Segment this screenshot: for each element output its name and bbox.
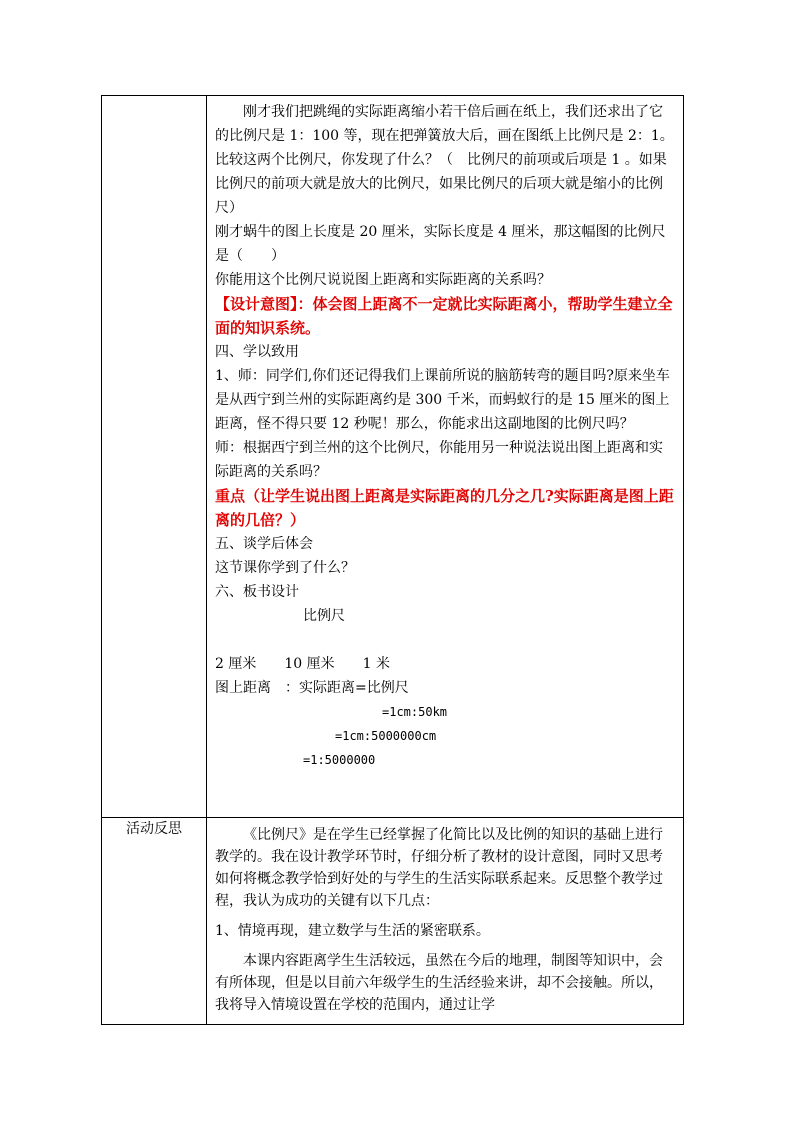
section-6-title: 六、板书设计 [215,584,299,600]
lesson-plan-table [101,95,684,1025]
reflection-label: 活动反思 [102,818,207,1025]
empty-label-cell [102,96,207,818]
board-spacer [215,628,675,652]
board-formula-3: =1:5000000 [303,753,376,767]
relation-question: 你能用这个比例尺说说图上距离和实际距离的关系吗？ [215,272,551,288]
intro-paragraph: 刚才我们把跳绳的实际距离缩小若干倍后画在纸上，我们还求出了它的比例尺是 1：100 等，现在把弹簧放大后，画在图纸上比例尺是 2：1。比较这两个比例尺，你发现了什么？（ 比例尺的前项或后项是 1 。如果比例尺的前项大就是放大的比例尺，如果比例尺的后项大就是缩小的比例尺） [215,104,674,216]
section-5-title: 五、谈学后体会 [215,536,313,552]
reflection-paragraph-2: 本课内容距离学生生活较远，虽然在今后的地理，制图等知识中，会有所体现，但是以目前六年级学生的生活经验来讲，却不会接触。所以，我将导入情境设置在学校的范围内，通过让学 [215,953,663,1013]
section-5-question: 这节课你学到了什么？ [215,560,355,576]
reflection-paragraph-1: 《比例尺》是在学生已经掌握了化简比以及比例的知识的基础上进行教学的。我在设计教学环节时，仔细分析了教材的设计意图，同时又思考如何将概念教学恰到好处的与学生的生活实际联系起来。反思整个教学过程，我认为成功的关键有以下几点： [215,827,663,909]
section-4-question-1: 1、师：同学们,你们还记得我们上课前所说的脑筋转弯的题目吗?原来坐车是从西宁到兰州的实际距离约是 300 千米，而蚂蚁行的是 15 厘米的图上距离，怪不得只要 12 秒呢！那么，你能求出这副地图的比例尺吗？ [215,368,670,432]
key-point: 重点（让学生说出图上距离是实际距离的几分之几?实际距离是图上距离的几倍？） [215,487,674,529]
design-intent: 【设计意图】：体会图上距离不一定就比实际距离小，帮助学生建立全面的知识系统。 [215,295,673,337]
section-4-title: 四、学以致用 [215,344,299,360]
board-units: 2 厘米 10 厘米 1 米 [215,656,390,672]
board-formula-1: =1cm:50km [382,705,448,719]
teaching-process-row [102,96,684,818]
board-formula-label: 图上距离 ：实际距离=比例尺 [215,680,409,696]
section-4-question-2: 师：根据西宁到兰州的这个比例尺，你能用另一种说法说出图上距离和实际距离的关系吗？ [215,440,663,480]
board-title: 比例尺 [303,608,345,624]
snail-question: 刚才蜗牛的图上长度是 20 厘米，实际长度是 4 厘米，那这幅图的比例尺是（ ） [215,224,666,264]
board-formula-2: =1cm:5000000cm [335,729,437,743]
reflection-content-cell [207,818,684,1025]
teaching-content-cell [207,96,684,818]
reflection-point-1: 1、情境再现，建立数学与生活的紧密联系。 [215,923,490,939]
reflection-row [102,818,684,1025]
